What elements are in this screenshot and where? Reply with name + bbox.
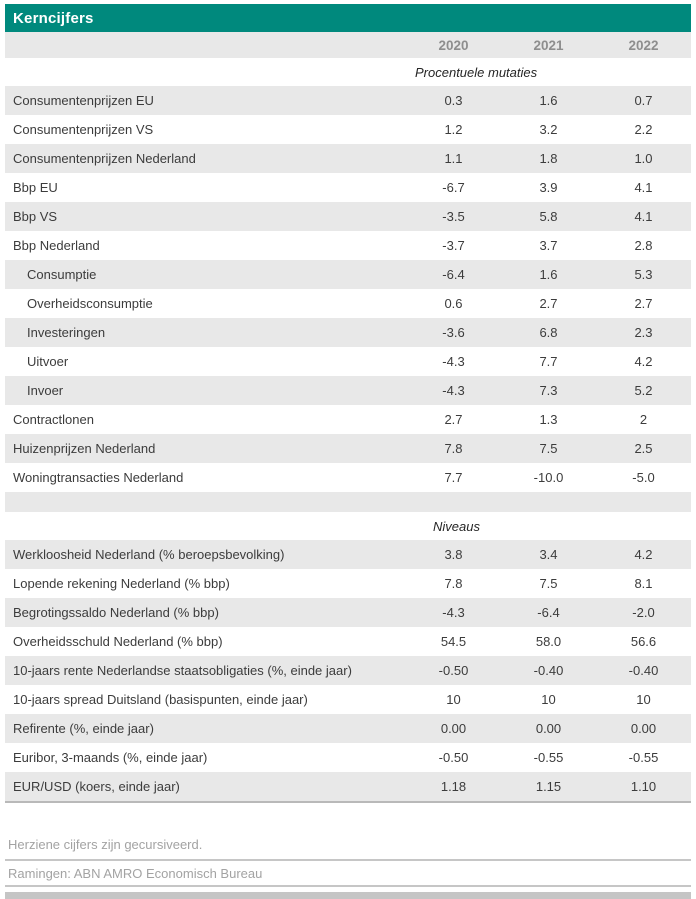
value-cell: 0.00 xyxy=(501,714,596,743)
table-row xyxy=(5,627,691,656)
value-cell: 1.8 xyxy=(501,144,596,173)
value-cell: 0.00 xyxy=(596,714,691,743)
row-label: Werkloosheid Nederland (% beroepsbevolking) xyxy=(5,540,406,569)
label-column-header xyxy=(5,32,406,58)
value-cell: 7.3 xyxy=(501,376,596,405)
table-row xyxy=(5,173,691,202)
value-cell: -4.3 xyxy=(442,354,465,369)
row-label: Bbp VS xyxy=(5,202,406,231)
row-label: Consumentenprijzen EU xyxy=(5,86,406,115)
value-cell: -0.50 xyxy=(406,656,501,685)
value-cell: 58.0 xyxy=(535,634,562,649)
value-cell: 0.7 xyxy=(596,86,691,115)
value-cell: 3.8 xyxy=(406,540,501,569)
value-cell: -6.4 xyxy=(501,598,596,627)
table-row xyxy=(5,376,691,405)
section-separator xyxy=(5,492,691,512)
table-row xyxy=(5,685,691,714)
table-row xyxy=(5,743,691,772)
row-label: Woningtransacties Nederland xyxy=(13,470,184,485)
value-cell: -5.0 xyxy=(632,470,655,485)
row-label: Consumentenprijzen Nederland xyxy=(5,144,406,173)
table-row xyxy=(5,772,691,802)
table-row xyxy=(5,347,691,376)
table-row xyxy=(5,405,691,434)
table-row xyxy=(5,714,691,743)
footnote-text: Herziene cijfers zijn gecursiveerd. xyxy=(8,837,203,852)
value-cell: 1.6 xyxy=(501,260,596,289)
value-cell: 3.4 xyxy=(501,540,596,569)
table-row xyxy=(5,289,691,318)
table-row xyxy=(5,598,691,627)
value-cell: 10 xyxy=(636,692,651,707)
value-cell: 6.8 xyxy=(501,318,596,347)
source-text: Ramingen: ABN AMRO Economisch Bureau xyxy=(8,865,263,881)
row-label: 10-jaars spread Duitsland (basispunten, einde jaar) xyxy=(13,692,308,707)
value-cell: 2.8 xyxy=(634,238,653,253)
table-header xyxy=(5,32,691,58)
value-cell: 7.5 xyxy=(501,434,596,463)
value-cell: 7.7 xyxy=(539,354,558,369)
table-row xyxy=(5,463,691,492)
value-cell: 4.2 xyxy=(634,354,653,369)
value-cell: 1.0 xyxy=(596,144,691,173)
section-header-label: Procentuele mutaties xyxy=(5,58,691,86)
value-cell: 5.2 xyxy=(596,376,691,405)
value-cell: 5.8 xyxy=(501,202,596,231)
value-cell: 0.00 xyxy=(406,714,501,743)
row-label: Invoer xyxy=(5,376,406,405)
table-title-bar xyxy=(5,4,691,32)
value-cell: 0.3 xyxy=(406,86,501,115)
row-label: Consumptie xyxy=(5,260,406,289)
year-column-2020: 2020 xyxy=(406,32,501,58)
table-row xyxy=(5,86,691,115)
table-title: Kerncijfers xyxy=(13,9,94,27)
value-cell: 2.7 xyxy=(634,296,653,311)
value-cell: 4.1 xyxy=(596,202,691,231)
row-label: Bbp Nederland xyxy=(13,238,100,253)
row-label: Euribor, 3-maands (%, einde jaar) xyxy=(13,750,208,765)
table-row xyxy=(5,202,691,231)
value-cell: 1.10 xyxy=(596,772,691,802)
row-label: Bbp EU xyxy=(13,180,58,195)
value-cell: 7.5 xyxy=(539,576,558,591)
value-cell: 2.7 xyxy=(539,296,558,311)
value-cell: -2.0 xyxy=(596,598,691,627)
value-cell: 1.1 xyxy=(406,144,501,173)
value-cell: 2.3 xyxy=(596,318,691,347)
value-cell: -4.3 xyxy=(406,598,501,627)
year-column-2021: 2021 xyxy=(501,32,596,58)
value-cell: 2.7 xyxy=(444,412,463,427)
row-label: EUR/USD (koers, einde jaar) xyxy=(5,772,406,802)
value-cell: 5.3 xyxy=(596,260,691,289)
row-label: Refirente (%, einde jaar) xyxy=(5,714,406,743)
row-label: Huizenprijzen Nederland xyxy=(5,434,406,463)
value-cell: -3.6 xyxy=(406,318,501,347)
value-cell: 8.1 xyxy=(634,576,653,591)
value-cell: 4.2 xyxy=(596,540,691,569)
bottom-gray-bar xyxy=(5,892,691,899)
row-label: Lopende rekening Nederland (% bbp) xyxy=(13,576,230,591)
value-cell: 7.8 xyxy=(406,434,501,463)
value-cell: 1.6 xyxy=(501,86,596,115)
value-cell: 56.6 xyxy=(630,634,657,649)
value-cell: -4.3 xyxy=(406,376,501,405)
row-label: Overheidsconsumptie xyxy=(27,296,153,311)
value-cell: -6.4 xyxy=(406,260,501,289)
year-column-2022: 2022 xyxy=(596,32,691,58)
year-header-row xyxy=(5,32,691,58)
value-cell: -0.55 xyxy=(628,750,659,765)
row-label: Consumentenprijzen VS xyxy=(13,122,154,137)
value-cell: -0.40 xyxy=(596,656,691,685)
table-body xyxy=(5,58,691,802)
table-row xyxy=(5,260,691,289)
value-cell: 3.2 xyxy=(539,122,558,137)
table-row xyxy=(5,318,691,347)
value-cell: 10 xyxy=(541,692,556,707)
row-label: 10-jaars rente Nederlandse staatsobligaties (%, einde jaar) xyxy=(5,656,406,685)
value-cell: 1.2 xyxy=(444,122,463,137)
row-label: Overheidsschuld Nederland (% bbp) xyxy=(13,634,223,649)
section-header-label: Niveaus xyxy=(5,512,691,540)
kerncijfers-table xyxy=(5,32,691,803)
value-cell: -0.50 xyxy=(438,750,469,765)
row-label: Begrotingssaldo Nederland (% bbp) xyxy=(5,598,406,627)
row-label: Uitvoer xyxy=(27,354,69,369)
row-label: Investeringen xyxy=(5,318,406,347)
value-cell: 0.6 xyxy=(444,296,463,311)
value-cell: 2.5 xyxy=(596,434,691,463)
table-row xyxy=(5,540,691,569)
value-cell: 54.5 xyxy=(440,634,467,649)
section-separator-row xyxy=(5,492,691,512)
divider-line-bottom xyxy=(5,885,691,887)
table-row xyxy=(5,144,691,173)
value-cell: 1.15 xyxy=(501,772,596,802)
value-cell: 4.1 xyxy=(634,180,653,195)
section-header-row xyxy=(5,58,691,86)
value-cell: -6.7 xyxy=(442,180,465,195)
value-cell: 1.18 xyxy=(406,772,501,802)
table-row xyxy=(5,434,691,463)
value-cell: 1.3 xyxy=(539,412,558,427)
value-cell: -0.55 xyxy=(533,750,564,765)
table-row xyxy=(5,656,691,685)
value-cell: -0.40 xyxy=(501,656,596,685)
table-row xyxy=(5,115,691,144)
value-cell: 2.2 xyxy=(634,122,653,137)
value-cell: 7.7 xyxy=(444,470,463,485)
value-cell: -3.5 xyxy=(406,202,501,231)
value-cell: 7.8 xyxy=(444,576,463,591)
table-row xyxy=(5,231,691,260)
value-cell: 3.7 xyxy=(539,238,558,253)
value-cell: -3.7 xyxy=(442,238,465,253)
value-cell: 10 xyxy=(446,692,461,707)
row-label: Contractlonen xyxy=(13,412,94,427)
value-cell: 3.9 xyxy=(539,180,558,195)
value-cell: -10.0 xyxy=(533,470,564,485)
value-cell: 2 xyxy=(639,412,648,427)
table-row xyxy=(5,569,691,598)
section-header-row xyxy=(5,512,691,540)
